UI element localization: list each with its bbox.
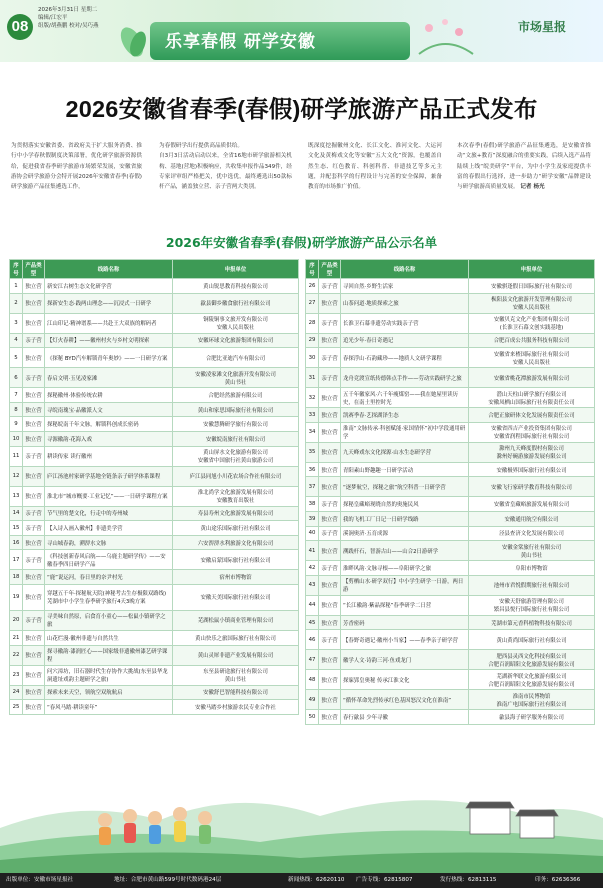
product-type: 独立营 bbox=[23, 313, 45, 333]
applicant-org: 铜陵铜事文旅开发有限公司 安徽人民出版社 bbox=[173, 313, 299, 333]
row-number: 42 bbox=[306, 561, 319, 576]
row-number: 7 bbox=[10, 388, 23, 403]
applicant-org: 芜湖新华联文化旅游有限公司 合肥百润昭阳文化旅游发展有限公司 bbox=[469, 670, 595, 690]
table-row bbox=[306, 497, 595, 512]
applicant-org: 安徽金棠旅行社有限公司 黄山书社 bbox=[469, 541, 595, 561]
product-type: 独立营 bbox=[23, 486, 45, 506]
table-row bbox=[306, 333, 595, 348]
table-row bbox=[306, 511, 595, 526]
table-row bbox=[10, 466, 299, 486]
product-type: 亲子营 bbox=[23, 550, 45, 570]
applicant-org: 寿县寿州文化旅游发展有限公司 bbox=[173, 506, 299, 521]
row-number: 40 bbox=[306, 526, 319, 541]
route-name: 九天峰戏东文化探源·山水生态研学营 bbox=[341, 442, 469, 462]
route-name: 节气里的楚文化，行走中的寿州城 bbox=[45, 506, 173, 521]
row-number: 5 bbox=[10, 348, 23, 368]
row-number: 39 bbox=[306, 511, 319, 526]
applicant-org: 安徽马踏乡村旅游农民专业合作社 bbox=[173, 700, 299, 715]
route-name: 淮南“文脉传承·科创赋能·家国情怀”初中学段通用研学 bbox=[341, 422, 469, 442]
footer-ad-phone: 广告专线：62815807 bbox=[356, 877, 413, 883]
table-row bbox=[306, 541, 595, 561]
route-name: 寻山城春韵，溯淠水文脉 bbox=[45, 535, 173, 550]
table-row bbox=[10, 348, 299, 368]
product-type: 独立营 bbox=[23, 293, 45, 313]
applicant-org: 安徽舒巴智能科技有限公司 bbox=[173, 685, 299, 700]
route-name: 追光少年·春日奇遇记 bbox=[341, 333, 469, 348]
table-row bbox=[10, 446, 299, 466]
route-name: 溪涧奥济·五育成源 bbox=[341, 526, 469, 541]
table-row bbox=[10, 506, 299, 521]
applicant-org: 池州市君悦假期旅行社有限公司 bbox=[469, 575, 595, 595]
footer-print: 印务：62636366 bbox=[535, 877, 581, 883]
page-footer bbox=[0, 873, 603, 888]
route-name: 【灯火春耕】——徽州村火与乡村文明探索 bbox=[45, 333, 173, 348]
row-number: 31 bbox=[306, 368, 319, 388]
product-type: 独立营 bbox=[319, 511, 341, 526]
route-name: 徽学人文·诗韵三河·鱼戏龙门 bbox=[341, 650, 469, 670]
applicant-org: 泾县查济文化发展有限公司 bbox=[469, 526, 595, 541]
route-name: 耕读传家 读行徽州 bbox=[45, 446, 173, 466]
table-row bbox=[10, 645, 299, 665]
applicant-org: 安徽天美国际旅行社有限公司 bbox=[173, 584, 299, 610]
applicant-org: 黄山灵犀非遗产业发展有限公司 bbox=[173, 645, 299, 665]
row-number: 9 bbox=[10, 417, 23, 432]
row-number: 23 bbox=[10, 665, 23, 685]
product-table-left bbox=[9, 259, 299, 715]
product-type: 独立营 bbox=[319, 615, 341, 630]
route-name: 探新安生态·践两山理念——沉浸式一日研学 bbox=[45, 293, 173, 313]
row-number: 34 bbox=[306, 422, 319, 442]
route-name: 问穴漳坊，旧石器时代生存协作大挑战(东至县华龙洞遗址戏韵主题研学之旅) bbox=[45, 665, 173, 685]
applicant-org: 安徽骐逢假日国际旅行社有限公司 bbox=[469, 279, 595, 294]
applicant-org: 芜湖松鼠小镇商业管理有限公司 bbox=[173, 610, 299, 630]
row-number: 8 bbox=[10, 402, 23, 417]
product-type: 亲子营 bbox=[319, 368, 341, 388]
table-row bbox=[306, 630, 595, 650]
product-type: 独立营 bbox=[23, 388, 45, 403]
applicant-org: 黄山和家思国际旅行社有限公司 bbox=[173, 402, 299, 417]
product-type: 独立营 bbox=[319, 670, 341, 690]
row-number: 16 bbox=[10, 535, 23, 550]
row-number: 22 bbox=[10, 645, 23, 665]
article-column-3: 既深度挖掘徽州文化、长江文化、淮河文化、大运河文化及黄梅戏文化等安徽“五大文化”资源，也覆盖自然生态、红色教育、科创科普、非遗技艺等多元主题，并配套科学的行程设计与完善的安全保障，兼备教育的市场推广价值。 bbox=[308, 143, 442, 191]
applicant-org: 庐江县同旭小川花农场合作社有限公司 bbox=[173, 466, 299, 486]
table-row bbox=[306, 348, 595, 368]
table-row bbox=[306, 388, 595, 408]
route-name: “逐梦航空，探秘之旅”航空科普一日研学营 bbox=[341, 477, 469, 497]
table-row bbox=[306, 279, 595, 294]
applicant-org: 安徽凌家滩文化旅游开发有限公司 黄山书社 bbox=[173, 368, 299, 388]
product-type: 独立营 bbox=[319, 293, 341, 313]
row-number: 48 bbox=[306, 670, 319, 690]
page-number: 08 bbox=[7, 14, 33, 40]
applicant-org: 安徽极界国际旅行社有限公司 bbox=[469, 462, 595, 477]
row-number: 14 bbox=[10, 506, 23, 521]
edition-meta bbox=[38, 6, 98, 30]
footer-address: 地址：合肥市黄山路599号时代数码港24层 bbox=[114, 877, 222, 883]
route-name: 寻源徽韵·花海入戏 bbox=[45, 431, 173, 446]
product-type: 亲子营 bbox=[23, 333, 45, 348]
applicant-org: 淮北尚学文化旅游发展有限公司 安徽教育出版社 bbox=[173, 486, 299, 506]
table-row bbox=[10, 521, 299, 536]
applicant-org: 芜湖市第元香科植物科技有限公司 bbox=[469, 615, 595, 630]
applicant-org: 安徽省四吉产业投资集团有限公司 安徽省润程国际旅行社有限公司 bbox=[469, 422, 595, 442]
product-type: 亲子营 bbox=[319, 526, 341, 541]
table-row bbox=[306, 462, 595, 477]
applicant-org: 合肥经然旅游有限公司 bbox=[173, 388, 299, 403]
row-number: 32 bbox=[306, 388, 319, 408]
table-row bbox=[306, 408, 595, 423]
header-type: 产品类型 bbox=[23, 260, 45, 279]
header-org: 申报单位 bbox=[469, 260, 595, 279]
row-number: 30 bbox=[306, 348, 319, 368]
product-type: 亲子营 bbox=[319, 630, 341, 650]
table-row bbox=[10, 584, 299, 610]
newspaper-brand-logo: 市场星报 bbox=[518, 20, 567, 34]
product-type: 独立营 bbox=[319, 408, 341, 423]
row-number: 10 bbox=[10, 431, 23, 446]
product-type: 独立营 bbox=[319, 388, 341, 408]
article-column-2: 为春假研学出行提供高品质供给。 自3月3日活动启动以来，全省16地市研学旅游相关机构、基地(营地)积极响应，共收集申报作品349件，经专家评审组严格把关，优中选优，最终遴选出50款标杆产品，涵盖独立营、亲子营两大类别。 bbox=[159, 143, 292, 191]
applicant-org: 安徽天舒旅游管理有限公司 繁昌县悦行国际旅行社有限公司 bbox=[469, 595, 595, 615]
applicant-org: 歙县御乡徽食旅行社有限公司 bbox=[173, 293, 299, 313]
product-type: 独立营 bbox=[23, 279, 45, 294]
meta-date: 2026年3月31日 星期二 bbox=[38, 7, 98, 13]
applicant-org: 安徽贝克文化产业集团有限公司 (长淮卫石幕文创实践基地) bbox=[469, 313, 595, 333]
route-name: 寻回自然·乡野生活家 bbox=[341, 279, 469, 294]
table-row bbox=[306, 690, 595, 710]
header-num: 序号 bbox=[306, 260, 319, 279]
applicant-org: 安徽省皇藏峪旅游发展有限公司 bbox=[469, 497, 595, 512]
applicant-org: 黄山锐思教育科技有限公司 bbox=[173, 279, 299, 294]
table-row bbox=[10, 388, 299, 403]
table-row bbox=[306, 442, 595, 462]
product-type: 独立营 bbox=[319, 541, 341, 561]
route-name: 探秘皇藏峪现晓自然的奥施民风 bbox=[341, 497, 469, 512]
route-name: 探索未来天空，领航空双航航启 bbox=[45, 685, 173, 700]
route-name: 【剪栖山水·研学双行】中小学生研学一日游，两日游 bbox=[341, 575, 469, 595]
route-name: 山茶问道·地质探索之旅 bbox=[341, 293, 469, 313]
row-number: 44 bbox=[306, 595, 319, 615]
table-row bbox=[10, 431, 299, 446]
header-type: 产品类型 bbox=[319, 260, 341, 279]
table-row bbox=[306, 313, 595, 333]
applicant-org: 安徽省桃花潭旅游发展有限公司 bbox=[469, 368, 595, 388]
banner-text: 乐享春假 研学安徽 bbox=[165, 32, 316, 52]
route-name: 江山印记·精神谱系——共赴王大双族的解码者 bbox=[45, 313, 173, 333]
table-row bbox=[10, 630, 299, 645]
row-number: 35 bbox=[306, 442, 319, 462]
table-row bbox=[10, 313, 299, 333]
route-name: 【春野奇遇记·徽州小当家】——春季亲子研学营 bbox=[341, 630, 469, 650]
header-num: 序号 bbox=[10, 260, 23, 279]
table-row bbox=[306, 561, 595, 576]
route-name: 【入诗入画入徽州】非遗美学营 bbox=[45, 521, 173, 536]
table-row bbox=[306, 670, 595, 690]
product-type: 独立营 bbox=[23, 685, 45, 700]
route-name: 《探秘 BYD汽车解锁青年奥妙》——一日研学方案 bbox=[45, 348, 173, 368]
footer-news-hotline: 新闻热线：62620110 bbox=[288, 877, 345, 883]
table-row bbox=[306, 710, 595, 725]
product-type: 亲子营 bbox=[23, 521, 45, 536]
product-type: 独立营 bbox=[23, 348, 45, 368]
table-row bbox=[306, 477, 595, 497]
applicant-org: 安徽慧腾研学旅行有限公司 bbox=[173, 417, 299, 432]
children-hiking-illustration bbox=[0, 758, 603, 873]
table-row bbox=[10, 486, 299, 506]
route-name: 龙舟竞渡宣纸传德韩点手作——劳动实践研学之旅 bbox=[341, 368, 469, 388]
product-type: 独立营 bbox=[23, 466, 45, 486]
route-name: “循怀革命先烈传承红色基因怒汉文化在淮南” bbox=[341, 690, 469, 710]
product-type: 亲子营 bbox=[319, 313, 341, 333]
table-row bbox=[306, 615, 595, 630]
product-type: 独立营 bbox=[23, 417, 45, 432]
row-number: 2 bbox=[10, 293, 23, 313]
product-type: 独立营 bbox=[23, 584, 45, 610]
route-name: 庐江汤池村家研学基地全链条亲子研学体系课程 bbox=[45, 466, 173, 486]
route-name: “鹿”说运河，春日里的奈尹村光 bbox=[45, 570, 173, 585]
table-row bbox=[306, 293, 595, 313]
row-number: 50 bbox=[306, 710, 319, 725]
route-name: 寻皖南瑰宝·品徽派人文 bbox=[45, 402, 173, 417]
table-row bbox=[306, 575, 595, 595]
route-name: “春风马踏·耕读童年” bbox=[45, 700, 173, 715]
row-number: 21 bbox=[10, 630, 23, 645]
applicant-org: 安徽皖南旅行社有限公司 bbox=[173, 431, 299, 446]
meta-editor: 编辑/江宏平 bbox=[38, 15, 68, 21]
route-name: “长江徽韵·紫晶探秘”春季研学二日营 bbox=[341, 595, 469, 615]
route-name: 青阳素山野趣趣一日研学活动 bbox=[341, 462, 469, 477]
row-number: 33 bbox=[306, 408, 319, 423]
row-number: 28 bbox=[306, 313, 319, 333]
route-name: 山花烂漫·徽州非遗与自然共生 bbox=[45, 630, 173, 645]
leaf-decoration-icon bbox=[112, 20, 152, 60]
route-name: 芳香密码 bbox=[341, 615, 469, 630]
applicant-org: 宿州市博物馆 bbox=[173, 570, 299, 585]
product-type: 独立营 bbox=[319, 650, 341, 670]
route-name: 穿越五千年·探秘航天院(神秘考古生存极限双路线)芜湖市中小学生春季研学旅行4天3晚方案 bbox=[45, 584, 173, 610]
table-row bbox=[10, 333, 299, 348]
row-number: 43 bbox=[306, 575, 319, 595]
product-type: 独立营 bbox=[23, 402, 45, 417]
route-name: 探寐郢皇奥秘 传承江淮文化 bbox=[341, 670, 469, 690]
product-type: 独立营 bbox=[319, 422, 341, 442]
product-type: 独立营 bbox=[23, 431, 45, 446]
route-name: 探寻徽韵·漆润匠心——国家级非遗徽州漆艺研学课程 bbox=[45, 645, 173, 665]
route-name: 凯赛季春·艺探湖泽生态 bbox=[341, 408, 469, 423]
route-name: 五千年徽家风·六千年瘦煤窑——我在她屋里读历史，在南土里控时光 bbox=[341, 388, 469, 408]
page-header bbox=[0, 0, 603, 62]
applicant-org: 安徽通用航空有限公司 bbox=[469, 511, 595, 526]
applicant-org: 黄山屏水文化旅游有限公司 安徽省中国旅行社黄山旅游公司 bbox=[173, 446, 299, 466]
row-number: 24 bbox=[10, 685, 23, 700]
route-name: 新安江古树生态文化研学营 bbox=[45, 279, 173, 294]
row-number: 29 bbox=[306, 333, 319, 348]
table-row bbox=[10, 279, 299, 294]
meta-layout: 组版/胡燕鹏 校对/吴巧燕 bbox=[38, 23, 99, 29]
applicant-org: 肥西县灵西文化科技有限公司 合肥百润昭阳文化旅游发展有限公司 bbox=[469, 650, 595, 670]
product-type: 独立营 bbox=[319, 462, 341, 477]
applicant-org: 阜阳市博物馆 bbox=[469, 561, 595, 576]
footer-publisher: 出版单位：安徽市场星报社 bbox=[6, 877, 74, 883]
applicant-org: 滁州九天峰度假村有限公司 滁州好碗游旅游发展有限公司 bbox=[469, 442, 595, 462]
product-type: 独立营 bbox=[23, 570, 45, 585]
table-row bbox=[10, 610, 299, 630]
product-type: 独立营 bbox=[319, 333, 341, 348]
applicant-org: 黄山途乐国际旅行社有限公司 bbox=[173, 521, 299, 536]
row-number: 37 bbox=[306, 477, 319, 497]
applicant-org: 枞阳县文化旅游开发管理有限公司 安徽人民出版社 bbox=[469, 293, 595, 313]
row-number: 1 bbox=[10, 279, 23, 294]
product-type: 亲子营 bbox=[319, 279, 341, 294]
row-number: 6 bbox=[10, 368, 23, 388]
row-number: 12 bbox=[10, 466, 23, 486]
route-name: 淮畔风韵·文脉寻根——阜阳研学之旅 bbox=[341, 561, 469, 576]
table-row bbox=[10, 700, 299, 715]
applicant-org: 歙县海子研学服务有限公司 bbox=[469, 710, 595, 725]
table-row bbox=[306, 526, 595, 541]
route-name: 淮北市“城市概要·工业记忆”——一日研学课程方案 bbox=[45, 486, 173, 506]
headline: 2026安徽省春季(春假)研学旅游产品正式发布 bbox=[65, 96, 538, 122]
route-name: 溯践杆石，智游古山——山合2日游研学 bbox=[341, 541, 469, 561]
applicant-org: 合肥比亚迪汽车有限公司 bbox=[173, 348, 299, 368]
product-type: 独立营 bbox=[319, 442, 341, 462]
article-column-4 bbox=[457, 141, 591, 192]
table-row bbox=[10, 550, 299, 570]
row-number: 20 bbox=[10, 610, 23, 630]
row-number: 19 bbox=[10, 584, 23, 610]
row-number: 15 bbox=[10, 521, 23, 536]
row-number: 38 bbox=[306, 497, 319, 512]
table-row bbox=[10, 665, 299, 685]
product-type: 亲子营 bbox=[319, 497, 341, 512]
table-row bbox=[10, 570, 299, 585]
table-row bbox=[10, 402, 299, 417]
row-number: 11 bbox=[10, 446, 23, 466]
table-row bbox=[306, 368, 595, 388]
table-row bbox=[10, 293, 299, 313]
product-type: 亲子营 bbox=[23, 610, 45, 630]
row-number: 46 bbox=[306, 630, 319, 650]
reporter-byline: 记者 杨光 bbox=[520, 184, 545, 191]
product-type: 亲子营 bbox=[23, 368, 45, 388]
route-name: 我的飞机工厂日记一日研学线路 bbox=[341, 511, 469, 526]
table-row bbox=[306, 650, 595, 670]
route-name: 春行歙县 少年寻徽 bbox=[341, 710, 469, 725]
product-type: 独立营 bbox=[23, 535, 45, 550]
row-number: 47 bbox=[306, 650, 319, 670]
applicant-org: 黄山快乐之旅国际旅行社有限公司 bbox=[173, 630, 299, 645]
row-number: 17 bbox=[10, 550, 23, 570]
product-type: 亲子营 bbox=[319, 561, 341, 576]
product-type: 亲子营 bbox=[23, 506, 45, 521]
table-row bbox=[10, 685, 299, 700]
product-type: 独立营 bbox=[23, 645, 45, 665]
product-type: 独立营 bbox=[23, 700, 45, 715]
product-table-right bbox=[305, 259, 595, 725]
applicant-org: 黄山黄尚国际旅行社有限公司 bbox=[469, 630, 595, 650]
applicant-org: 合肥正旅研体文化发展有限责任公司 bbox=[469, 408, 595, 423]
table-row bbox=[10, 535, 299, 550]
applicant-org: 安徽启蒙国际旅行社有限公司 bbox=[173, 550, 299, 570]
route-name: 春启文明·玉见凌家滩 bbox=[45, 368, 173, 388]
route-name: 《科技创新春风启航——乌鹿主题研学传》——安徽春季四日研学产品 bbox=[45, 550, 173, 570]
applicant-org: 东至县研途旅行社有限公司 黄山书社 bbox=[173, 665, 299, 685]
applicant-org: 合肥百成公共服务科技有限公司 bbox=[469, 333, 595, 348]
applicant-org: 潜山天柱山研学旅行有限公司 安徽凤栖山国际旅行社有限责任公司 bbox=[469, 388, 595, 408]
product-type: 独立营 bbox=[319, 575, 341, 595]
route-name: 探秘皖南千年文脉，解锁科创成长密码 bbox=[45, 417, 173, 432]
applicant-org: 安徽省来楂国际旅行社有限公司 安徽人民出版社 bbox=[469, 348, 595, 368]
product-type: 独立营 bbox=[319, 477, 341, 497]
row-number: 13 bbox=[10, 486, 23, 506]
header-name: 线路名称 bbox=[341, 260, 469, 279]
row-number: 4 bbox=[10, 333, 23, 348]
row-number: 26 bbox=[306, 279, 319, 294]
row-number: 49 bbox=[306, 690, 319, 710]
applicant-org: 六安淠淠水利旅游文化有限公司 bbox=[173, 535, 299, 550]
list-title: 2026年安徽省春季(春假)研学旅游产品公示名单 bbox=[165, 235, 438, 250]
flower-decoration-icon bbox=[415, 14, 475, 60]
table-row bbox=[306, 595, 595, 615]
table-row bbox=[10, 368, 299, 388]
route-name: 长淮卫石幕非遗劳动实践亲子营 bbox=[341, 313, 469, 333]
product-type: 独立营 bbox=[319, 595, 341, 615]
footer-distribution: 发行热线：62813115 bbox=[440, 877, 497, 883]
route-name: 寻美味自然原，启食育小童心——松鼠小镇研学之旅 bbox=[45, 610, 173, 630]
article-column-1: 为贯彻落实安徽省委、省政府关于扩大服务消费、推行中小学春秋假制度决策部署，优化研学旅游资源供给，促进我省春季研学旅游市场繁荣发展，安徽省旅游协会研学旅游分会特开展2026年安徽省春季(春假)研学旅游产品征集遴选工作， bbox=[11, 143, 142, 191]
product-type: 亲子营 bbox=[23, 446, 45, 466]
product-type: 独立营 bbox=[319, 710, 341, 725]
article-column-4-text: 本次春季(春假)研学旅游产品征集遴选，是安徽省推动“文旅+教育”深度融合的重要实践，后续入选产品将陆续上线“皖美研学”平台，为中小学生及家庭提供丰富的春假出行选择，进一步助力“研学安徽”品牌建设与研学旅游高质量发展。 bbox=[457, 143, 591, 191]
product-type: 独立营 bbox=[23, 630, 45, 645]
row-number: 36 bbox=[306, 462, 319, 477]
row-number: 41 bbox=[306, 541, 319, 561]
product-type: 亲子营 bbox=[319, 348, 341, 368]
route-name: 探秘徽州·体验传统农耕 bbox=[45, 388, 173, 403]
row-number: 25 bbox=[10, 700, 23, 715]
row-number: 45 bbox=[306, 615, 319, 630]
route-name: 春探浮山·石韵藏珍——地质人文研学课程 bbox=[341, 348, 469, 368]
table-row bbox=[10, 417, 299, 432]
row-number: 27 bbox=[306, 293, 319, 313]
header-name: 线路名称 bbox=[45, 260, 173, 279]
row-number: 18 bbox=[10, 570, 23, 585]
product-type: 独立营 bbox=[319, 690, 341, 710]
header-org: 申报单位 bbox=[173, 260, 299, 279]
applicant-org: 安徽飞行家研学教育科技有限公司 bbox=[469, 477, 595, 497]
applicant-org: 安徽环球文化旅游集团有限公司 bbox=[173, 333, 299, 348]
product-type: 独立营 bbox=[23, 665, 45, 685]
table-row bbox=[306, 422, 595, 442]
applicant-org: 淮南市民博物馆 淮南广电国际旅行社有限公司 bbox=[469, 690, 595, 710]
row-number: 3 bbox=[10, 313, 23, 333]
